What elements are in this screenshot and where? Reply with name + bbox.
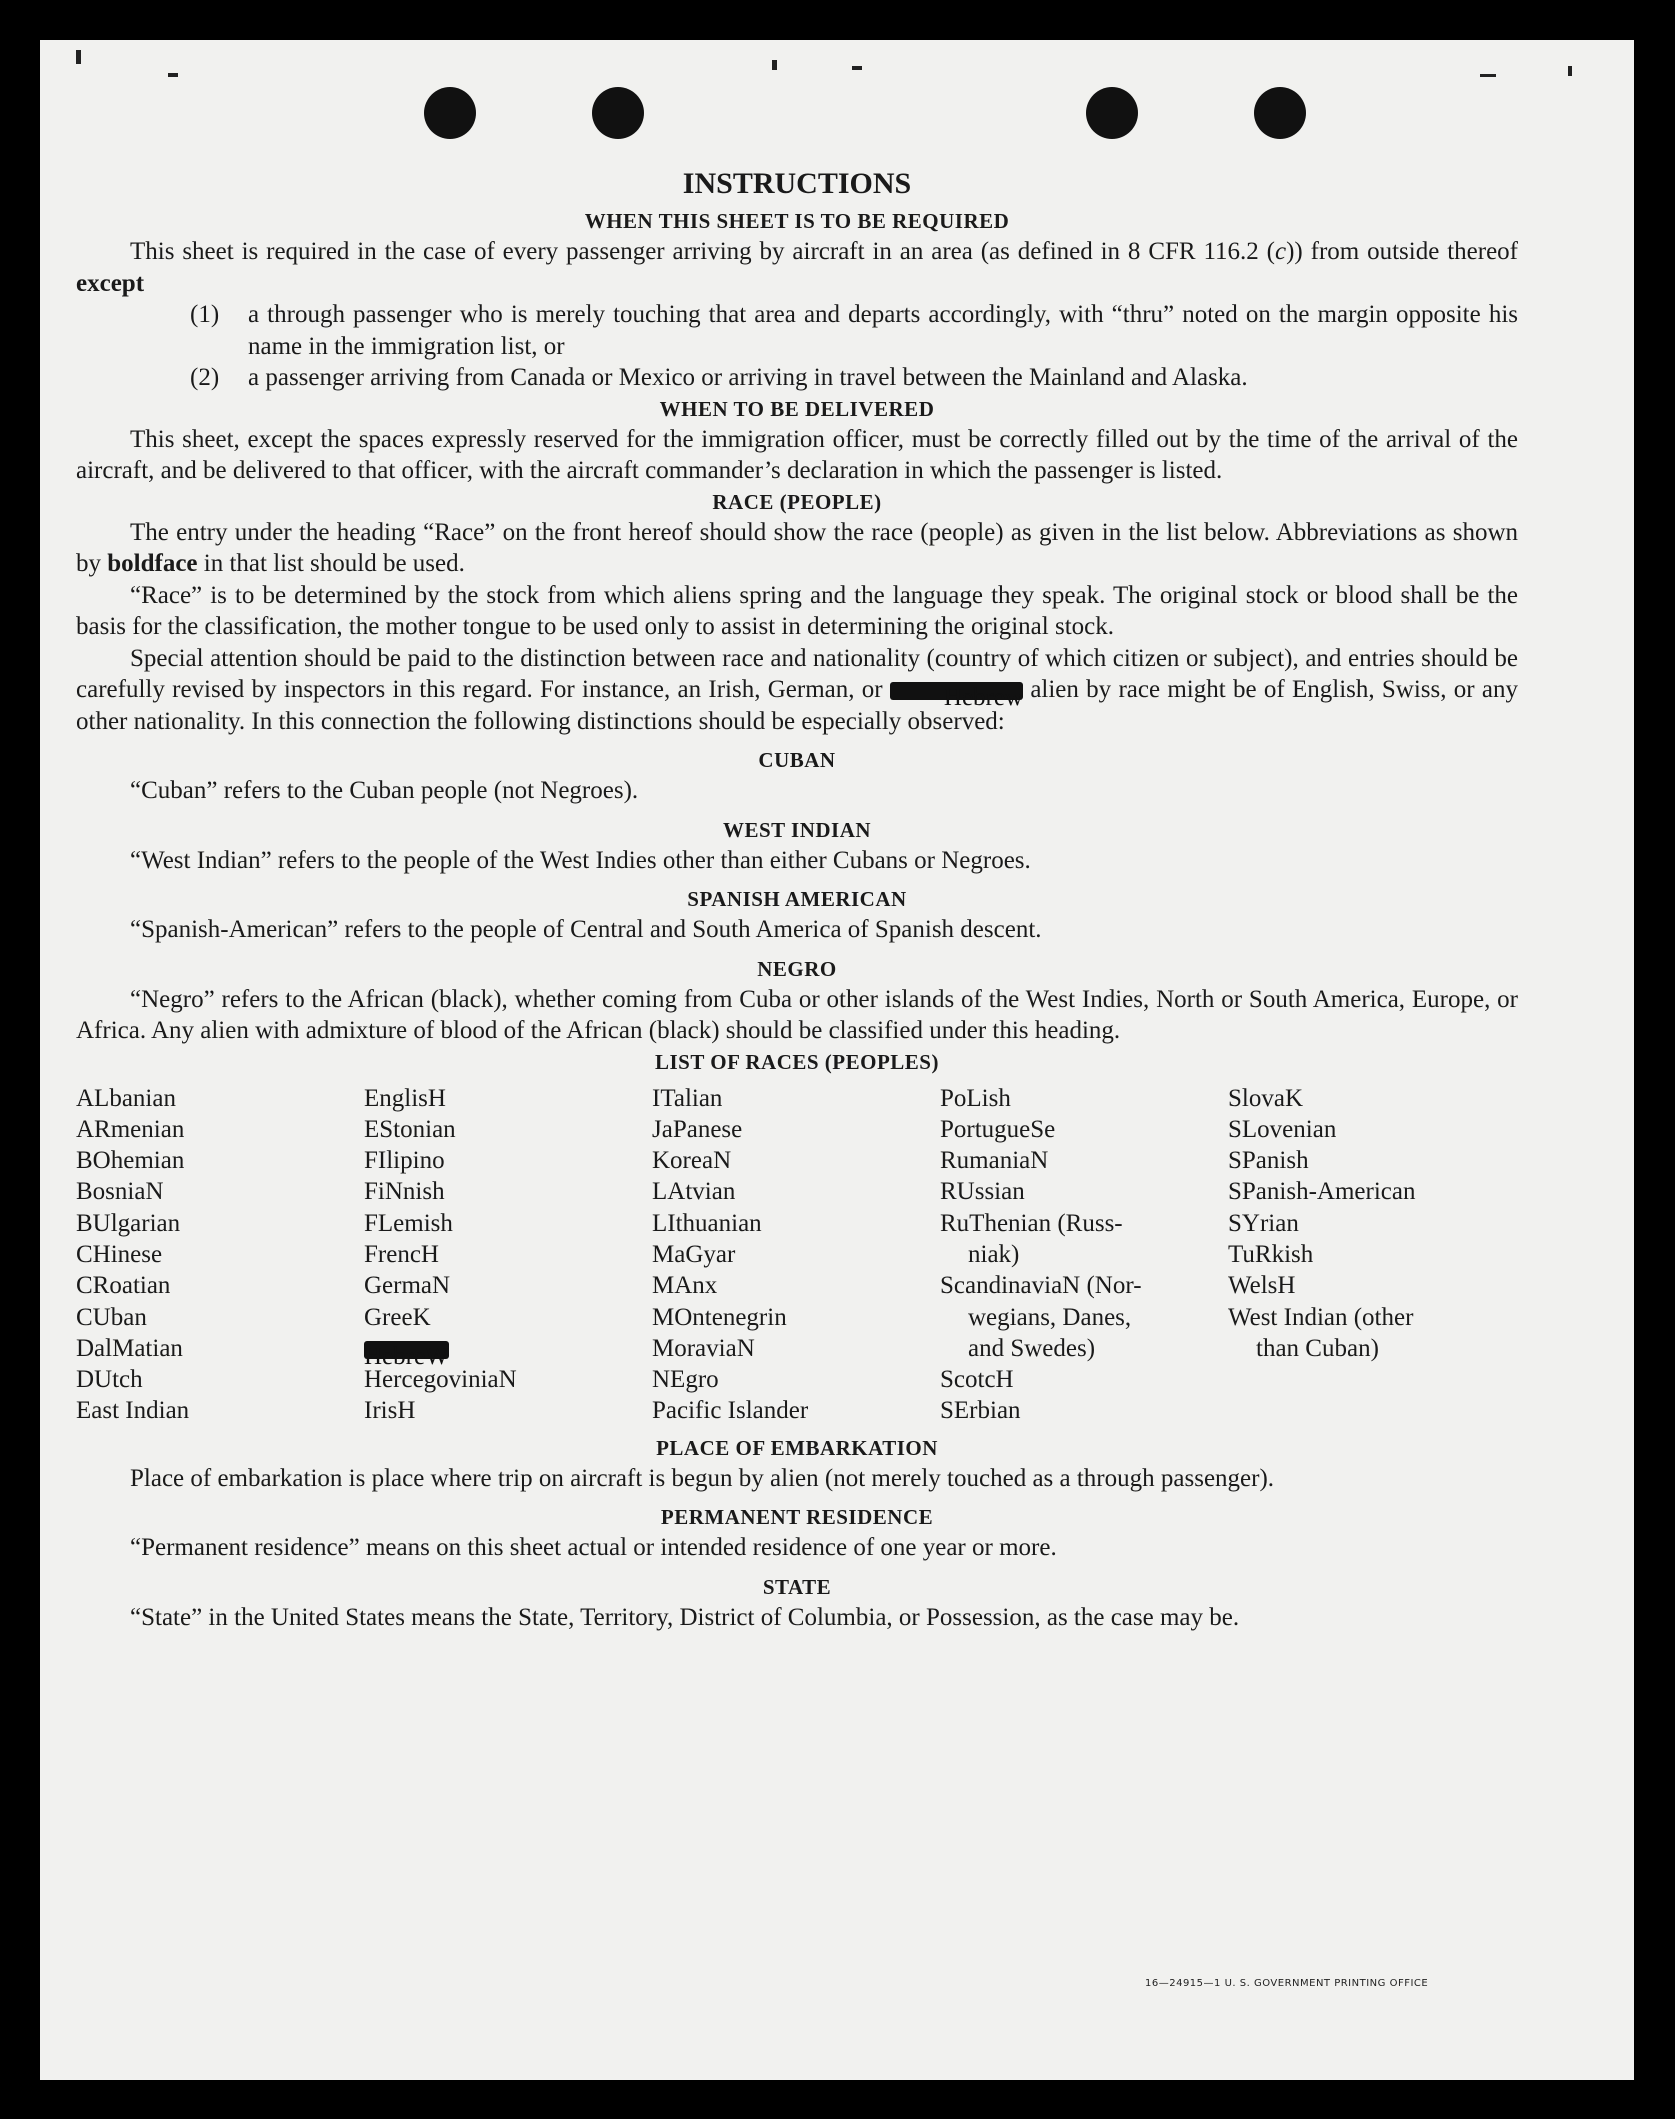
race-entry: IrisH	[364, 1397, 416, 1425]
races-column	[364, 1083, 652, 1427]
race-boldface-word: boldface	[107, 550, 198, 577]
race-entry: CRoatian	[76, 1272, 171, 1300]
required-intro-except: except	[76, 269, 145, 297]
race-entry: GreeK	[364, 1303, 431, 1331]
race-entry: MOntenegrin	[652, 1303, 787, 1331]
heading-delivered: WHEN TO BE DELIVERED	[659, 396, 935, 421]
race-entry: LAtvian	[652, 1178, 736, 1206]
race-text: Special attention should be paid to the distinction between race and nationality (country of which citizen or subject), and entries should be carefully revised by inspectors in this regard. For instance, an Irish, German, or	[76, 644, 1518, 703]
race-entry: EStonian	[364, 1115, 456, 1143]
race-entry: MoraviaN	[652, 1334, 755, 1362]
race-entry: BUlgarian	[76, 1209, 181, 1237]
race-entry-continuation: wegians, Danes,	[968, 1303, 1132, 1331]
race-entry: JaPanese	[652, 1115, 743, 1143]
race-entry: RUssian	[940, 1178, 1025, 1206]
race-entry: SPanish	[1228, 1147, 1309, 1175]
required-intro	[76, 236, 1518, 299]
race-entry: GermaN	[364, 1272, 451, 1300]
heading-list-of-races: LIST OF RACES (PEOPLES)	[655, 1049, 939, 1074]
heading-embarkation: PLACE OF EMBARKATION	[656, 1435, 938, 1460]
required-intro-italic: c	[1274, 238, 1287, 265]
heading-residence: PERMANENT RESIDENCE	[660, 1505, 934, 1530]
races-column	[1228, 1083, 1518, 1427]
race-entry: FiNnish	[364, 1178, 445, 1206]
list-item-number: (2)	[190, 364, 220, 391]
race-entry: BOhemian	[76, 1147, 185, 1175]
race-paragraph-1	[76, 517, 1518, 580]
race-entry: RuThenian (Russ-	[940, 1209, 1123, 1237]
list-item-text: a through passenger who is merely touching that area and departs accordingly, with “thru” noted on the margin opposite his name in the immigration list, or	[248, 301, 1518, 360]
races-column	[940, 1083, 1228, 1427]
race-paragraph-2: “Race” is to be determined by the stock from which aliens spring and the language they speak. The original stock or blood shall be the basis for the classification, the mother tongue to be used only to assist in determining the original stock.	[76, 581, 1518, 640]
race-entry: SlovaK	[1228, 1084, 1303, 1112]
race-entry: ScotcH	[940, 1366, 1014, 1394]
races-list	[76, 1083, 1518, 1427]
race-entry: West Indian (other	[1228, 1303, 1414, 1331]
state-text: “State” in the United States means the State, Territory, District of Columbia, or Possession, as the case may be.	[130, 1603, 1240, 1631]
scan-speck	[1480, 74, 1496, 77]
delivered-text: This sheet, except the spaces expressly reserved for the immigration officer, must be correctly filled out by the time of the arrival of the aircraft, and be delivered to that officer, with the aircraft commander’s declaration in which the passenger is listed.	[76, 425, 1518, 484]
scan-speck	[772, 60, 777, 70]
race-entry: HercegoviniaN	[364, 1366, 517, 1394]
race-entry	[364, 1333, 652, 1371]
race-entry: CHinese	[76, 1240, 163, 1268]
race-entry: CUban	[76, 1303, 147, 1331]
races-column	[76, 1083, 364, 1427]
redacted-word: Hebrew	[890, 682, 1023, 700]
race-entry-continuation: than Cuban)	[1256, 1334, 1379, 1362]
race-entry: SErbian	[940, 1397, 1021, 1425]
scan-speck	[168, 73, 178, 77]
required-intro-text: )) from outside thereof	[1286, 238, 1518, 265]
heading-state: STATE	[762, 1574, 832, 1599]
race-text: in that list should be used.	[197, 550, 465, 577]
punch-hole	[424, 87, 476, 139]
race-entry: SYrian	[1228, 1209, 1299, 1237]
race-entry: Pacific Islander	[652, 1397, 809, 1425]
race-entry: MaGyar	[652, 1240, 736, 1268]
race-entry: RumaniaN	[940, 1147, 1049, 1175]
race-entry: EnglisH	[364, 1084, 446, 1112]
negro-text: “Negro” refers to the African (black), whether coming from Cuba or other islands of the West Indies, North or South America, Europe, or Africa. Any alien with admixture of blood of the African (black) should be classified under this heading.	[76, 985, 1518, 1044]
heading-spanish-american: SPANISH AMERICAN	[687, 887, 907, 911]
race-entry-continuation: niak)	[968, 1240, 1020, 1268]
required-intro-text: This sheet is required in the case of every passenger arriving by aircraft in an area (as defined in 8 CFR 116.2 (	[130, 238, 1275, 265]
scan-speck	[76, 50, 81, 64]
race-entry: SLovenian	[1228, 1115, 1337, 1143]
list-item	[190, 362, 1518, 394]
west-indian-text: “West Indian” refers to the people of the West Indies other than either Cubans or Negroes.	[130, 846, 1031, 874]
race-entry: DalMatian	[76, 1334, 183, 1362]
race-entry-continuation: and Swedes)	[968, 1334, 1096, 1362]
document-sheet	[40, 40, 1634, 2080]
heading-west-indian: WEST INDIAN	[722, 817, 872, 842]
race-entry: LIthuanian	[652, 1209, 762, 1237]
races-column	[652, 1083, 940, 1427]
heading-race: RACE (PEOPLE)	[712, 489, 882, 514]
scan-speck	[852, 66, 862, 70]
race-entry: East Indian	[76, 1397, 190, 1425]
race-entry: ScandinaviaN (Nor-	[940, 1272, 1142, 1300]
race-entry: NEgro	[652, 1366, 719, 1394]
printer-imprint: 16—24915—1 U. S. GOVERNMENT PRINTING OFFICE	[1145, 1978, 1429, 1989]
spanish-american-text: “Spanish-American” refers to the people of Central and South America of Spanish descent.	[130, 916, 1042, 943]
race-entry: DUtch	[76, 1366, 143, 1394]
punch-hole	[1086, 87, 1138, 139]
race-text: alien by race might be of English, Swiss, or any other nationality. In this connection the following distinctions should be especially observed:	[76, 676, 1518, 735]
race-entry: WelsH	[1228, 1272, 1296, 1300]
race-paragraph-3	[76, 643, 1518, 738]
embarkation-text: Place of embarkation is place where trip on aircraft is begun by alien (not merely touched as a through passenger).	[130, 1464, 1275, 1492]
race-entry: ALbanian	[76, 1084, 176, 1112]
residence-text: “Permanent residence” means on this sheet actual or intended residence of one year or more.	[130, 1534, 1057, 1562]
redacted-word: HebreW	[364, 1343, 449, 1371]
heading-cuban: CUBAN	[758, 748, 836, 772]
race-entry: FIlipino	[364, 1147, 445, 1175]
race-entry: ITalian	[652, 1084, 723, 1112]
scan-speck	[1568, 66, 1572, 76]
race-entry: PoLish	[940, 1084, 1011, 1112]
race-entry: TuRkish	[1228, 1240, 1314, 1268]
race-entry: PortugueSe	[940, 1115, 1056, 1143]
instructions-content	[76, 166, 1518, 1633]
page-title: INSTRUCTIONS	[682, 167, 912, 200]
list-item	[190, 299, 1518, 362]
list-item-number: (1)	[190, 301, 220, 328]
race-entry: BosniaN	[76, 1178, 164, 1206]
race-entry: FLemish	[364, 1209, 453, 1237]
punch-hole	[1254, 87, 1306, 139]
list-item-text: a passenger arriving from Canada or Mexico or arriving in travel between the Mainland and Alaska.	[248, 364, 1248, 391]
race-entry: ARmenian	[76, 1115, 185, 1143]
punch-hole	[592, 87, 644, 139]
heading-required: WHEN THIS SHEET IS TO BE REQUIRED	[584, 209, 1010, 233]
race-text: The entry under the heading “Race” on the front hereof should show the race (people) as given in the list below. Abbreviations as shown by	[76, 518, 1518, 577]
race-entry: KoreaN	[652, 1147, 732, 1175]
race-entry: SPanish-American	[1228, 1178, 1416, 1206]
heading-negro: NEGRO	[757, 956, 837, 981]
race-entry: MAnx	[652, 1272, 718, 1300]
race-entry: FrencH	[364, 1240, 439, 1268]
cuban-text: “Cuban” refers to the Cuban people (not Negroes).	[130, 777, 639, 804]
